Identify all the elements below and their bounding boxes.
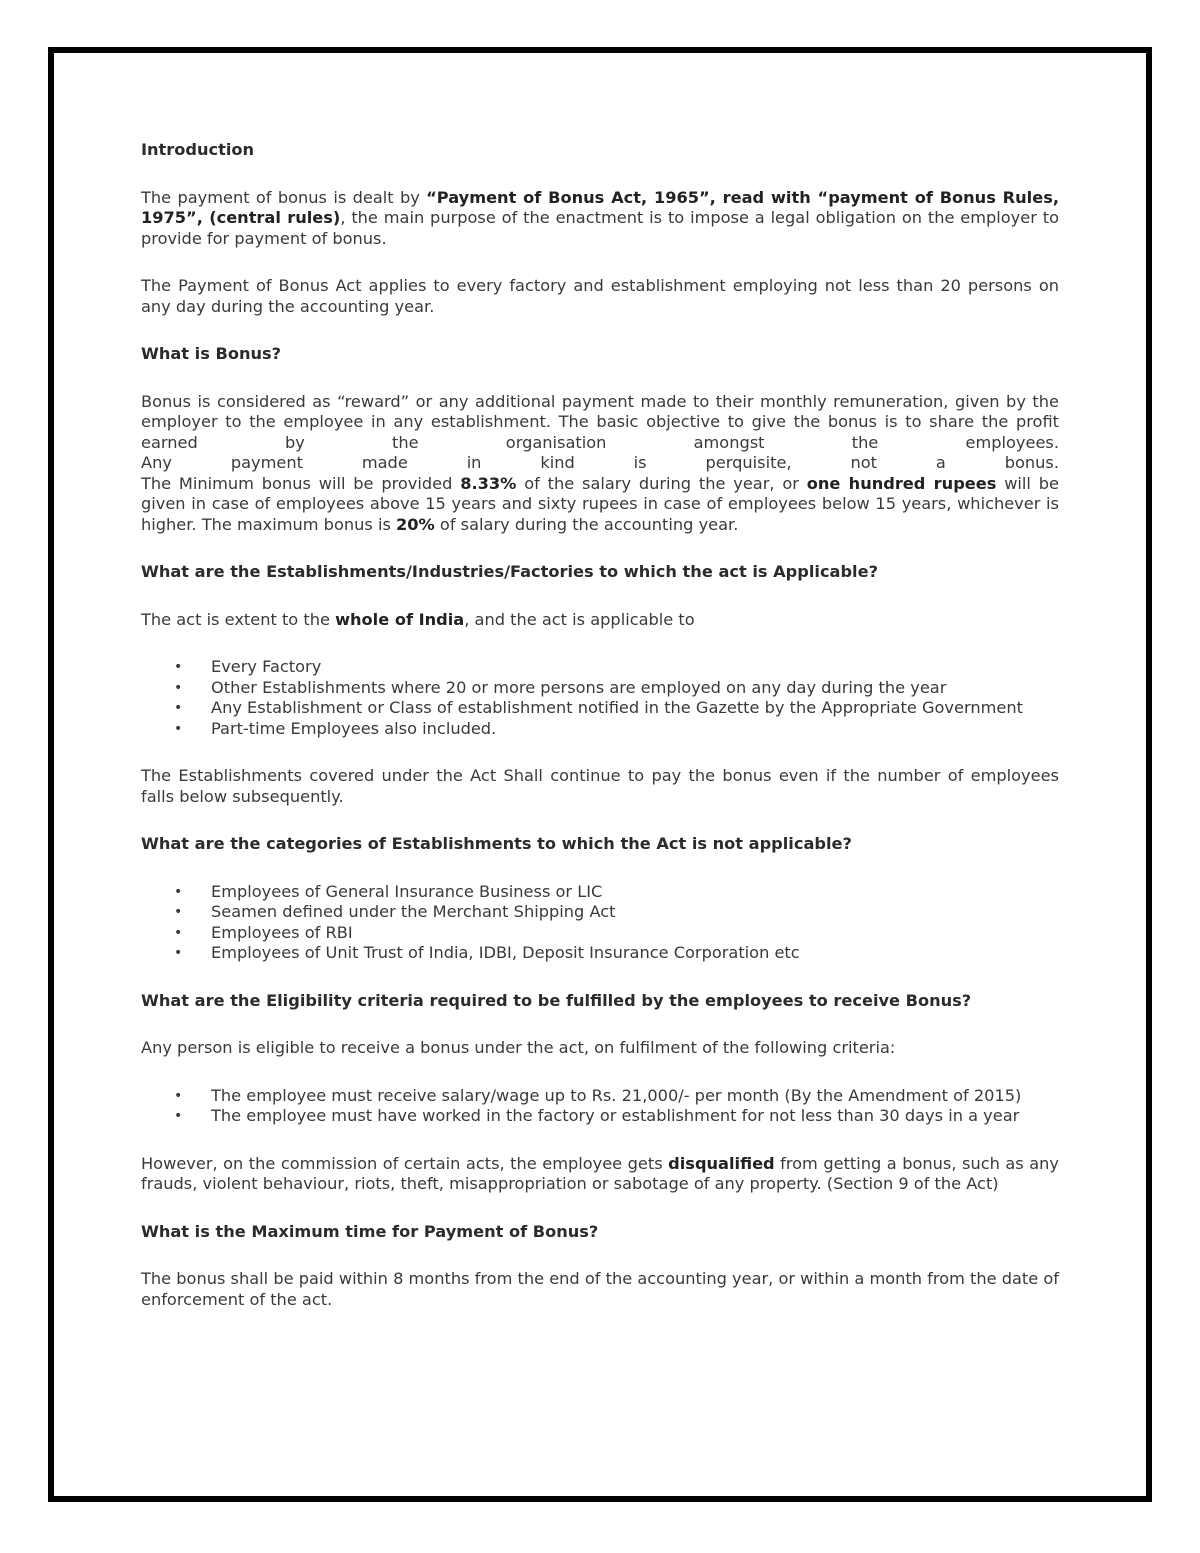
heading-introduction: Introduction xyxy=(141,140,255,159)
bullet-icon: • xyxy=(174,1108,183,1124)
heading-not-applicable: What are the categories of Establishments to which the Act is not applicable? xyxy=(141,834,852,853)
list-item: • Employees of Unit Trust of India, IDBI, Deposit Insurance Corporation etc xyxy=(174,943,800,962)
heading-what-is-bonus: What is Bonus? xyxy=(141,344,282,363)
bullet-icon: • xyxy=(174,700,183,716)
list-item: • Employees of General Insurance Business or LIC xyxy=(174,881,603,901)
eligibility-intro: Any person is eligible to receive a bonus under the act, on fulfilment of the following criteria: xyxy=(141,1038,896,1057)
list-item: • Employees of RBI xyxy=(174,922,353,942)
list-item: • Any Establishment or Class of establishment notified in the Gazette by the Appropriate Government xyxy=(174,698,1023,717)
heading-applicable: What are the Establishments/Industries/Factories to which the act is Applicable? xyxy=(141,562,878,581)
applicable-list xyxy=(141,657,1059,739)
list-item: • The employee must have worked in the factory or establishment for not less than 30 days in a year xyxy=(174,1106,1020,1125)
list-item: • The employee must receive salary/wage up to Rs. 21,000/- per month (By the Amendment of 2015) xyxy=(174,1085,1022,1105)
heading-eligibility: What are the Eligibility criteria required to be fulfilled by the employees to receive Bonus? xyxy=(141,990,972,1010)
bullet-icon: • xyxy=(174,679,183,696)
applicable-intro: The act is extent to the whole of India, and the act is applicable to xyxy=(141,609,695,629)
bullet-icon: • xyxy=(174,883,183,900)
max-time-paragraph: The bonus shall be paid within 8 months from the end of the accounting year, or within a month from the date of enforcement of the act. xyxy=(141,1269,1059,1309)
list-item: • Part-time Employees also included. xyxy=(174,718,497,738)
bullet-icon: • xyxy=(174,1087,183,1104)
bonus-paragraph-3: The Minimum bonus will be provided 8.33% of the salary during the year, or one hundred rupees will be given in case of employees above 15 years and sixty rupees in case of employees below 15 years, whichever is higher. The maximum bonus is 20% of salary during the accounting year. xyxy=(141,473,1059,534)
intro-paragraph-1: The payment of bonus is dealt by “Payment of Bonus Act, 1965”, read with “payment of Bonus Rules, 1975”, (central rules), the main purpose of the enactment is to impose a legal obligation on the employer to provide for payment of bonus. xyxy=(141,187,1059,248)
not-applicable-list xyxy=(141,882,1059,964)
applicable-after: The Establishments covered under the Act Shall continue to pay the bonus even if the number of employees falls below subsequently. xyxy=(141,766,1059,806)
bullet-icon: • xyxy=(174,720,183,737)
document-body xyxy=(141,140,1059,1310)
eligibility-list xyxy=(141,1086,1059,1127)
bullet-icon: • xyxy=(174,904,183,920)
bullet-icon: • xyxy=(174,945,183,961)
list-item: • Every Factory xyxy=(174,657,322,676)
bonus-paragraph-1: Bonus is considered as “reward” or any additional payment made to their monthly remuneration, given by the employer to the employee in any establishment. The basic objective to give the bonus is to share the profit earned by the organisation amongst the employees. xyxy=(141,391,1059,452)
list-item: • Other Establishments where 20 or more persons are employed on any day during the year xyxy=(174,677,947,697)
heading-max-time: What is the Maximum time for Payment of Bonus? xyxy=(141,1221,599,1241)
list-item: • Seamen defined under the Merchant Shipping Act xyxy=(174,902,616,921)
eligibility-after: However, on the commission of certain acts, the employee gets disqualified from getting a bonus, such as any frauds, violent behaviour, riots, theft, misappropriation or sabotage of any property. (Section 9 of the Act) xyxy=(141,1153,1059,1193)
bullet-icon: • xyxy=(174,659,183,675)
bullet-icon: • xyxy=(174,924,183,941)
intro-paragraph-2: The Payment of Bonus Act applies to every factory and establishment employing not less than 20 persons on any day during the accounting year. xyxy=(141,276,1059,316)
bonus-paragraph-2: Any payment made in kind is perquisite, not a bonus. xyxy=(141,453,1059,472)
